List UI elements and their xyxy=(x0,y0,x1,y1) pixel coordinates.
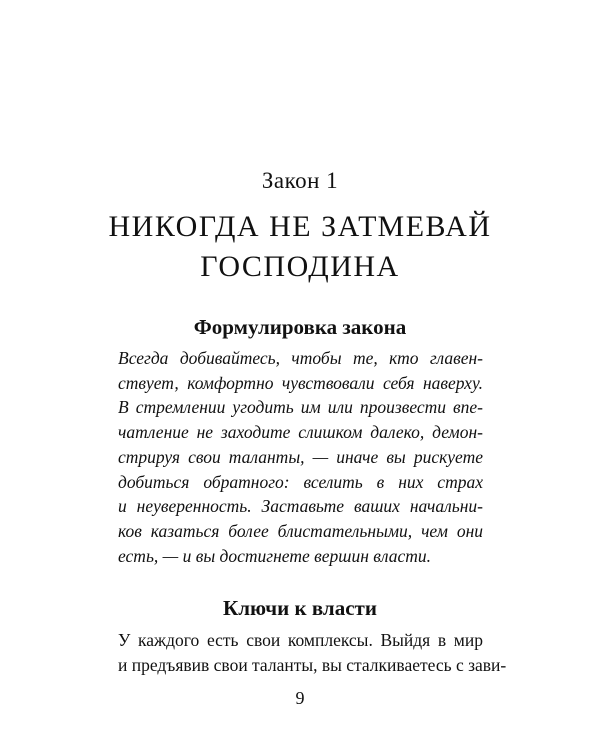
formulation-line: и неуверенность. Заставьте ваших начальни- xyxy=(118,496,483,517)
formulation-line: ков казаться более блистательными, чем они xyxy=(118,520,483,541)
formulation-line: стрируя свои таланты, — иначе вы рискуете xyxy=(118,446,483,467)
formulation-heading: Формулировка закона xyxy=(193,315,407,339)
law-number: Закон 1 xyxy=(261,168,339,193)
formulation-line: Всегда добивайтесь, чтобы те, кто главен- xyxy=(118,348,483,368)
keys-heading: Ключи к власти xyxy=(223,596,377,620)
formulation-line: есть, — и вы достигнете вершин власти. xyxy=(118,545,431,566)
page-number: 9 xyxy=(295,688,305,708)
formulation-line: В стремлении угодить им или произвести впе- xyxy=(118,397,483,418)
formulation-line: чатление не заходите слишком далеко, демон- xyxy=(118,422,483,443)
chapter-title-line: ГОСПОДИНА xyxy=(200,250,400,283)
body-line: и предъявив свои таланты, вы сталкиваетесь с зави- xyxy=(118,654,507,675)
chapter-title xyxy=(0,207,600,287)
keys-paragraph xyxy=(118,628,507,677)
formulation-line: ствует, комфортно чувствовали себя наверху. xyxy=(118,372,483,393)
formulation-paragraph xyxy=(118,346,483,568)
body-line: У каждого есть свои комплексы. Выйдя в мир xyxy=(118,630,483,650)
chapter-title-line: НИКОГДА НЕ ЗАТМЕВАЙ xyxy=(108,210,492,243)
formulation-line: добиться обратного: вселить в них страх xyxy=(118,471,483,492)
